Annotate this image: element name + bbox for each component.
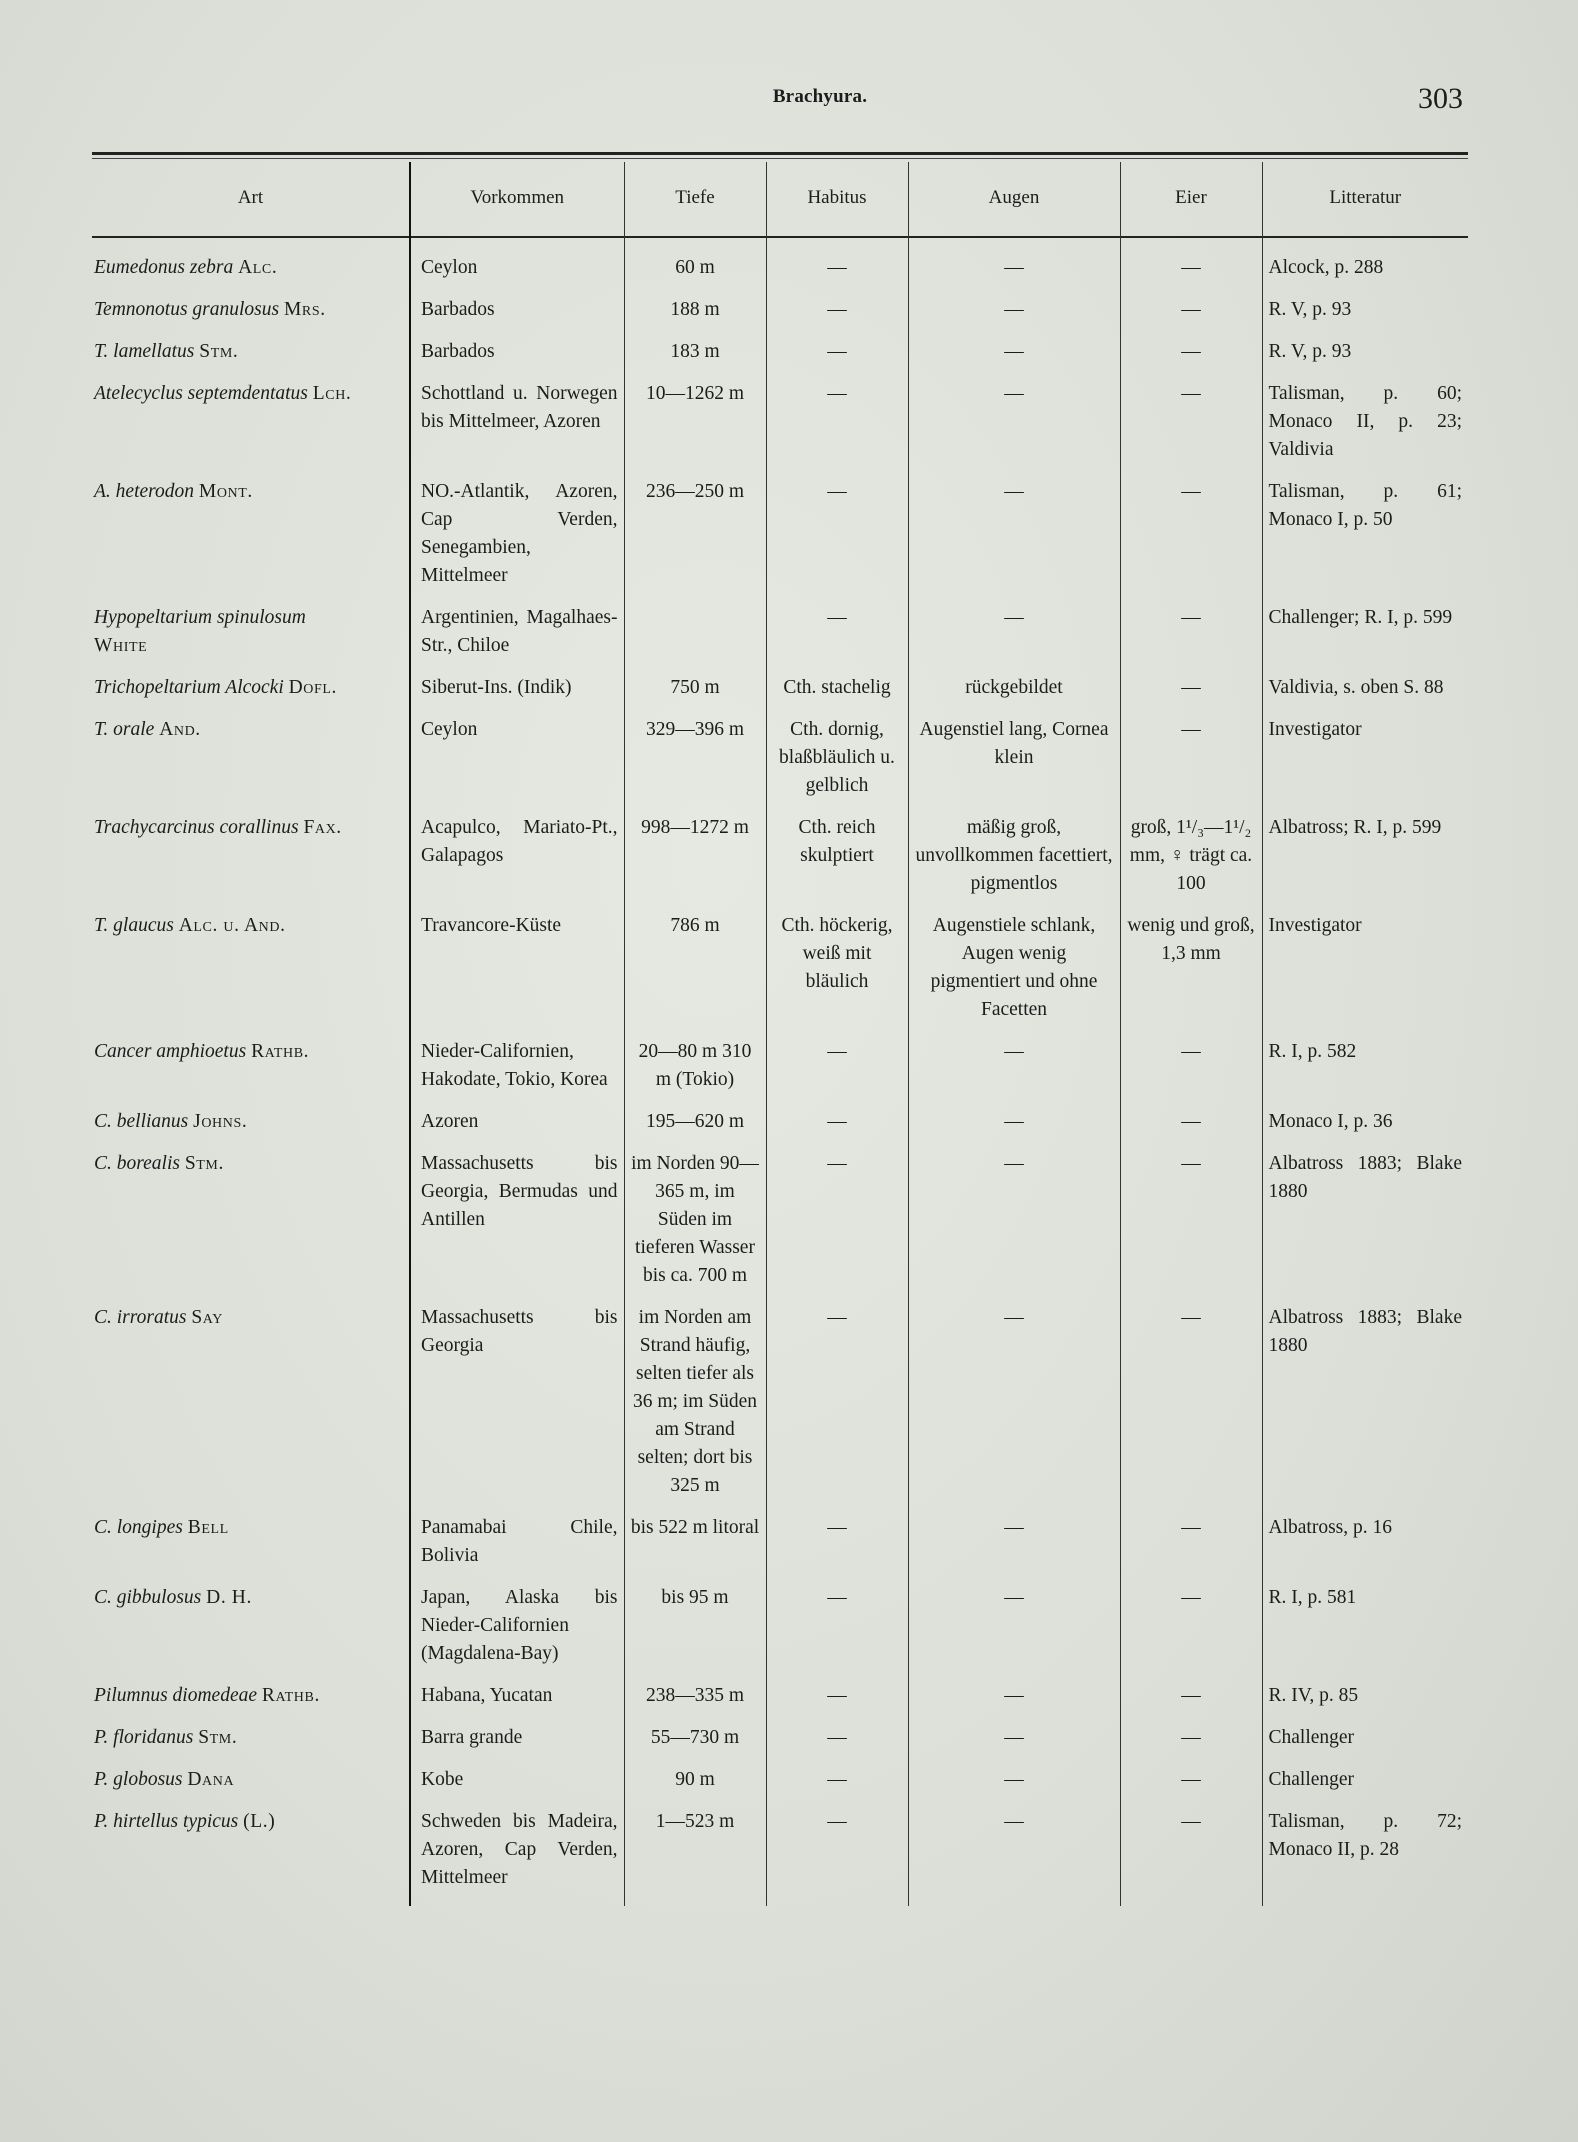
augen-cell: — bbox=[908, 478, 1120, 604]
vorkommen-cell: Massachusetts bis Georgia, Bermudas und Antillen bbox=[410, 1150, 624, 1304]
column-header-eier: Eier bbox=[1120, 162, 1262, 234]
species-name: C. borealis bbox=[94, 1153, 180, 1174]
species-name: Temnonotus granulosus bbox=[94, 299, 280, 320]
habitus-cell: — bbox=[766, 1150, 908, 1304]
species-name: Pilumnus diomedeae bbox=[94, 1685, 258, 1706]
tiefe-cell: im Norden am Strand häufig, selten tiefer als 36 m; im Süden am Strand selten; dort bis 325 m bbox=[624, 1304, 766, 1514]
table-row bbox=[92, 912, 1468, 1038]
litteratur-cell: Talisman, p. 72; Monaco II, p. 28 bbox=[1262, 1808, 1468, 1906]
species-name: Eumedonus zebra bbox=[94, 257, 234, 278]
habitus-cell: Cth. dornig, blaßbläulich u. gelblich bbox=[766, 716, 908, 814]
species-cell bbox=[92, 1150, 410, 1304]
species-author: D. H. bbox=[206, 1587, 252, 1608]
vorkommen-cell: Massachusetts bis Georgia bbox=[410, 1304, 624, 1514]
table-row bbox=[92, 814, 1468, 912]
species-name: C. gibbulosus bbox=[94, 1587, 202, 1608]
top-rule-thin bbox=[92, 158, 1468, 159]
augen-cell: — bbox=[908, 1766, 1120, 1808]
table-row bbox=[92, 380, 1468, 478]
eier-cell: — bbox=[1120, 1150, 1262, 1304]
column-header-art: Art bbox=[92, 162, 410, 234]
table-row bbox=[92, 296, 1468, 338]
species-author: Dofl. bbox=[288, 677, 338, 698]
tiefe-cell: 329—396 m bbox=[624, 716, 766, 814]
species-name: Trichopeltarium Alcocki bbox=[94, 677, 284, 698]
augen-cell: — bbox=[908, 604, 1120, 674]
species-author: Bell bbox=[187, 1517, 229, 1538]
species-cell bbox=[92, 1108, 410, 1150]
species-cell bbox=[92, 1808, 410, 1906]
species-author: Alc. bbox=[238, 257, 278, 278]
species-author: Stm. bbox=[199, 341, 239, 362]
eier-cell: — bbox=[1120, 1038, 1262, 1108]
species-name: Atelecyclus septemdentatus bbox=[94, 383, 308, 404]
augen-cell: Augenstiel lang, Cornea klein bbox=[908, 716, 1120, 814]
tiefe-cell: 1—523 m bbox=[624, 1808, 766, 1906]
vorkommen-cell: Kobe bbox=[410, 1766, 624, 1808]
species-author: Mont. bbox=[198, 481, 253, 502]
augen-cell: — bbox=[908, 1150, 1120, 1304]
litteratur-cell: R. V, p. 93 bbox=[1262, 338, 1468, 380]
species-cell bbox=[92, 1038, 410, 1108]
species-cell bbox=[92, 1682, 410, 1724]
species-author: Rathb. bbox=[251, 1041, 310, 1062]
species-table bbox=[92, 162, 1468, 1906]
eier-cell: — bbox=[1120, 1108, 1262, 1150]
species-author: Lch. bbox=[312, 383, 352, 404]
column-header-augen: Augen bbox=[908, 162, 1120, 234]
eier-cell: — bbox=[1120, 1724, 1262, 1766]
column-header-litteratur: Litteratur bbox=[1262, 162, 1468, 234]
augen-cell: rückgebildet bbox=[908, 674, 1120, 716]
augen-cell: — bbox=[908, 1584, 1120, 1682]
augen-cell: — bbox=[908, 1682, 1120, 1724]
table-row bbox=[92, 1584, 1468, 1682]
litteratur-cell: Challenger; R. I, p. 599 bbox=[1262, 604, 1468, 674]
vorkommen-cell: Barbados bbox=[410, 296, 624, 338]
eier-cell: wenig und groß, 1,3 mm bbox=[1120, 912, 1262, 1038]
page-number: 303 bbox=[1418, 82, 1463, 115]
species-cell bbox=[92, 1584, 410, 1682]
habitus-cell: — bbox=[766, 1514, 908, 1584]
eier-cell: — bbox=[1120, 1682, 1262, 1724]
species-author: Johns. bbox=[193, 1111, 248, 1132]
habitus-cell: Cth. reich skulptiert bbox=[766, 814, 908, 912]
augen-cell: — bbox=[908, 1724, 1120, 1766]
eier-cell: — bbox=[1120, 674, 1262, 716]
species-author: Fax. bbox=[303, 817, 342, 838]
tiefe-cell: 10—1262 m bbox=[624, 380, 766, 478]
eier-cell: — bbox=[1120, 604, 1262, 674]
species-name: C. bellianus bbox=[94, 1111, 189, 1132]
tiefe-cell: 90 m bbox=[624, 1766, 766, 1808]
species-author: Dana bbox=[187, 1769, 235, 1790]
augen-cell: — bbox=[908, 296, 1120, 338]
column-header-vorkommen: Vorkommen bbox=[410, 162, 624, 234]
vorkommen-cell: NO.-Atlantik, Azoren, Cap Verden, Senegambien, Mittelmeer bbox=[410, 478, 624, 604]
vorkommen-cell: Nieder-Californien, Hakodate, Tokio, Korea bbox=[410, 1038, 624, 1108]
eier-cell: — bbox=[1120, 380, 1262, 478]
table-row bbox=[92, 1724, 1468, 1766]
augen-cell: mäßig groß, unvollkommen facettiert, pigmentlos bbox=[908, 814, 1120, 912]
tiefe-cell: 183 m bbox=[624, 338, 766, 380]
habitus-cell: — bbox=[766, 478, 908, 604]
litteratur-cell: Talisman, p. 60; Monaco II, p. 23; Valdivia bbox=[1262, 380, 1468, 478]
table-row bbox=[92, 1150, 1468, 1304]
species-name: Trachycarcinus corallinus bbox=[94, 817, 299, 838]
litteratur-cell: Talisman, p. 61; Monaco I, p. 50 bbox=[1262, 478, 1468, 604]
tiefe-cell: bis 522 m litoral bbox=[624, 1514, 766, 1584]
species-author: Stm. bbox=[184, 1153, 224, 1174]
vorkommen-cell: Panamabai Chile, Bolivia bbox=[410, 1514, 624, 1584]
habitus-cell: — bbox=[766, 1108, 908, 1150]
vorkommen-cell: Ceylon bbox=[410, 716, 624, 814]
habitus-cell: — bbox=[766, 234, 908, 296]
habitus-cell: — bbox=[766, 1584, 908, 1682]
vorkommen-cell: Siberut-Ins. (Indik) bbox=[410, 674, 624, 716]
litteratur-cell: R. IV, p. 85 bbox=[1262, 1682, 1468, 1724]
species-cell bbox=[92, 1304, 410, 1514]
eier-cell: — bbox=[1120, 1808, 1262, 1906]
eier-cell: — bbox=[1120, 478, 1262, 604]
species-name: P. floridanus bbox=[94, 1727, 194, 1748]
species-author: (L.) bbox=[243, 1811, 276, 1832]
species-cell bbox=[92, 338, 410, 380]
species-author: Alc. u. And. bbox=[178, 915, 286, 936]
augen-cell: — bbox=[908, 1038, 1120, 1108]
table-row bbox=[92, 1038, 1468, 1108]
litteratur-cell: Challenger bbox=[1262, 1766, 1468, 1808]
tiefe-cell: 20—80 m 310 m (Tokio) bbox=[624, 1038, 766, 1108]
vorkommen-cell: Azoren bbox=[410, 1108, 624, 1150]
table-row bbox=[92, 1514, 1468, 1584]
species-cell bbox=[92, 912, 410, 1038]
column-header-habitus: Habitus bbox=[766, 162, 908, 234]
species-name: T. lamellatus bbox=[94, 341, 195, 362]
litteratur-cell: Albatross, p. 16 bbox=[1262, 1514, 1468, 1584]
vorkommen-cell: Schottland u. Norwegen bis Mittelmeer, Azoren bbox=[410, 380, 624, 478]
table-row bbox=[92, 604, 1468, 674]
eier-cell: — bbox=[1120, 338, 1262, 380]
species-cell bbox=[92, 814, 410, 912]
litteratur-cell: Albatross; R. I, p. 599 bbox=[1262, 814, 1468, 912]
species-name: Cancer amphioetus bbox=[94, 1041, 247, 1062]
litteratur-cell: R. I, p. 582 bbox=[1262, 1038, 1468, 1108]
litteratur-cell: R. I, p. 581 bbox=[1262, 1584, 1468, 1682]
species-cell bbox=[92, 716, 410, 814]
tiefe-cell: 195—620 m bbox=[624, 1108, 766, 1150]
augen-cell: — bbox=[908, 1304, 1120, 1514]
litteratur-cell: Investigator bbox=[1262, 912, 1468, 1038]
habitus-cell: — bbox=[766, 1808, 908, 1906]
tiefe-cell: 786 m bbox=[624, 912, 766, 1038]
eier-cell: — bbox=[1120, 716, 1262, 814]
eier-cell: — bbox=[1120, 1304, 1262, 1514]
species-name: T. orale bbox=[94, 719, 155, 740]
species-name: Hypopeltarium spinulosum bbox=[94, 607, 306, 628]
table-row bbox=[92, 1108, 1468, 1150]
vorkommen-cell: Barbados bbox=[410, 338, 624, 380]
table-header-row bbox=[92, 162, 1468, 234]
habitus-cell: — bbox=[766, 1304, 908, 1514]
augen-cell: Augenstiele schlank, Augen wenig pigmentiert und ohne Facetten bbox=[908, 912, 1120, 1038]
species-author: Say bbox=[191, 1307, 223, 1328]
eier-cell: groß, 1¹/₃—1¹/₂ mm, ♀ trägt ca. 100 bbox=[1120, 814, 1262, 912]
habitus-cell: Cth. stachelig bbox=[766, 674, 908, 716]
table-row bbox=[92, 1682, 1468, 1724]
species-author: Rathb. bbox=[261, 1685, 320, 1706]
habitus-cell: — bbox=[766, 380, 908, 478]
vorkommen-cell: Travancore-Küste bbox=[410, 912, 624, 1038]
tiefe-cell: 188 m bbox=[624, 296, 766, 338]
species-cell bbox=[92, 1514, 410, 1584]
augen-cell: — bbox=[908, 1108, 1120, 1150]
tiefe-cell: 238—335 m bbox=[624, 1682, 766, 1724]
vorkommen-cell: Barra grande bbox=[410, 1724, 624, 1766]
table-row bbox=[92, 234, 1468, 296]
table-body bbox=[92, 234, 1468, 1906]
species-name: C. irroratus bbox=[94, 1307, 187, 1328]
species-cell bbox=[92, 296, 410, 338]
habitus-cell: — bbox=[766, 1724, 908, 1766]
species-author: Stm. bbox=[198, 1727, 238, 1748]
table-row bbox=[92, 338, 1468, 380]
habitus-cell: — bbox=[766, 604, 908, 674]
eier-cell: — bbox=[1120, 234, 1262, 296]
eier-cell: — bbox=[1120, 1766, 1262, 1808]
table-row bbox=[92, 1766, 1468, 1808]
tiefe-cell bbox=[624, 604, 766, 674]
eier-cell: — bbox=[1120, 1584, 1262, 1682]
augen-cell: — bbox=[908, 234, 1120, 296]
vorkommen-cell: Japan, Alaska bis Nieder-Californien (Magdalena-Bay) bbox=[410, 1584, 624, 1682]
habitus-cell: — bbox=[766, 1682, 908, 1724]
vorkommen-cell: Argentinien, Magalhaes-Str., Chiloe bbox=[410, 604, 624, 674]
species-cell bbox=[92, 380, 410, 478]
vorkommen-cell: Ceylon bbox=[410, 234, 624, 296]
litteratur-cell: Albatross 1883; Blake 1880 bbox=[1262, 1150, 1468, 1304]
litteratur-cell: Investigator bbox=[1262, 716, 1468, 814]
tiefe-cell: 750 m bbox=[624, 674, 766, 716]
habitus-cell: Cth. höckerig, weiß mit bläulich bbox=[766, 912, 908, 1038]
species-cell bbox=[92, 234, 410, 296]
tiefe-cell: 998—1272 m bbox=[624, 814, 766, 912]
species-cell bbox=[92, 604, 410, 674]
tiefe-cell: 55—730 m bbox=[624, 1724, 766, 1766]
augen-cell: — bbox=[908, 380, 1120, 478]
species-cell bbox=[92, 1724, 410, 1766]
litteratur-cell: R. V, p. 93 bbox=[1262, 296, 1468, 338]
table-row bbox=[92, 674, 1468, 716]
habitus-cell: — bbox=[766, 296, 908, 338]
litteratur-cell: Albatross 1883; Blake 1880 bbox=[1262, 1304, 1468, 1514]
habitus-cell: — bbox=[766, 338, 908, 380]
eier-cell: — bbox=[1120, 1514, 1262, 1584]
litteratur-cell: Challenger bbox=[1262, 1724, 1468, 1766]
table-row bbox=[92, 1304, 1468, 1514]
augen-cell: — bbox=[908, 1514, 1120, 1584]
tiefe-cell: 60 m bbox=[624, 234, 766, 296]
tiefe-cell: 236—250 m bbox=[624, 478, 766, 604]
litteratur-cell: Monaco I, p. 36 bbox=[1262, 1108, 1468, 1150]
tiefe-cell: bis 95 m bbox=[624, 1584, 766, 1682]
species-cell bbox=[92, 478, 410, 604]
species-author: White bbox=[94, 635, 148, 656]
augen-cell: — bbox=[908, 1808, 1120, 1906]
species-author: Mrs. bbox=[283, 299, 326, 320]
eier-cell: — bbox=[1120, 296, 1262, 338]
species-name: A. heterodon bbox=[94, 481, 195, 502]
top-rule bbox=[92, 152, 1468, 155]
species-name: T. glaucus bbox=[94, 915, 174, 936]
tiefe-cell: im Norden 90—365 m, im Süden im tieferen Wasser bis ca. 700 m bbox=[624, 1150, 766, 1304]
litteratur-cell: Alcock, p. 288 bbox=[1262, 234, 1468, 296]
species-name: P. hirtellus typicus bbox=[94, 1811, 239, 1832]
habitus-cell: — bbox=[766, 1038, 908, 1108]
vorkommen-cell: Acapulco, Mariato-Pt., Galapagos bbox=[410, 814, 624, 912]
species-cell bbox=[92, 674, 410, 716]
table-row bbox=[92, 478, 1468, 604]
vorkommen-cell: Habana, Yucatan bbox=[410, 1682, 624, 1724]
habitus-cell: — bbox=[766, 1766, 908, 1808]
vorkommen-cell: Schweden bis Madeira, Azoren, Cap Verden, Mittelmeer bbox=[410, 1808, 624, 1906]
table-row bbox=[92, 1808, 1468, 1906]
running-header: Brachyura. bbox=[772, 86, 868, 107]
column-header-tiefe: Tiefe bbox=[624, 162, 766, 234]
species-author: And. bbox=[159, 719, 201, 740]
species-name: C. longipes bbox=[94, 1517, 183, 1538]
species-cell bbox=[92, 1766, 410, 1808]
augen-cell: — bbox=[908, 338, 1120, 380]
table-row bbox=[92, 716, 1468, 814]
litteratur-cell: Valdivia, s. oben S. 88 bbox=[1262, 674, 1468, 716]
species-name: P. globosus bbox=[94, 1769, 183, 1790]
